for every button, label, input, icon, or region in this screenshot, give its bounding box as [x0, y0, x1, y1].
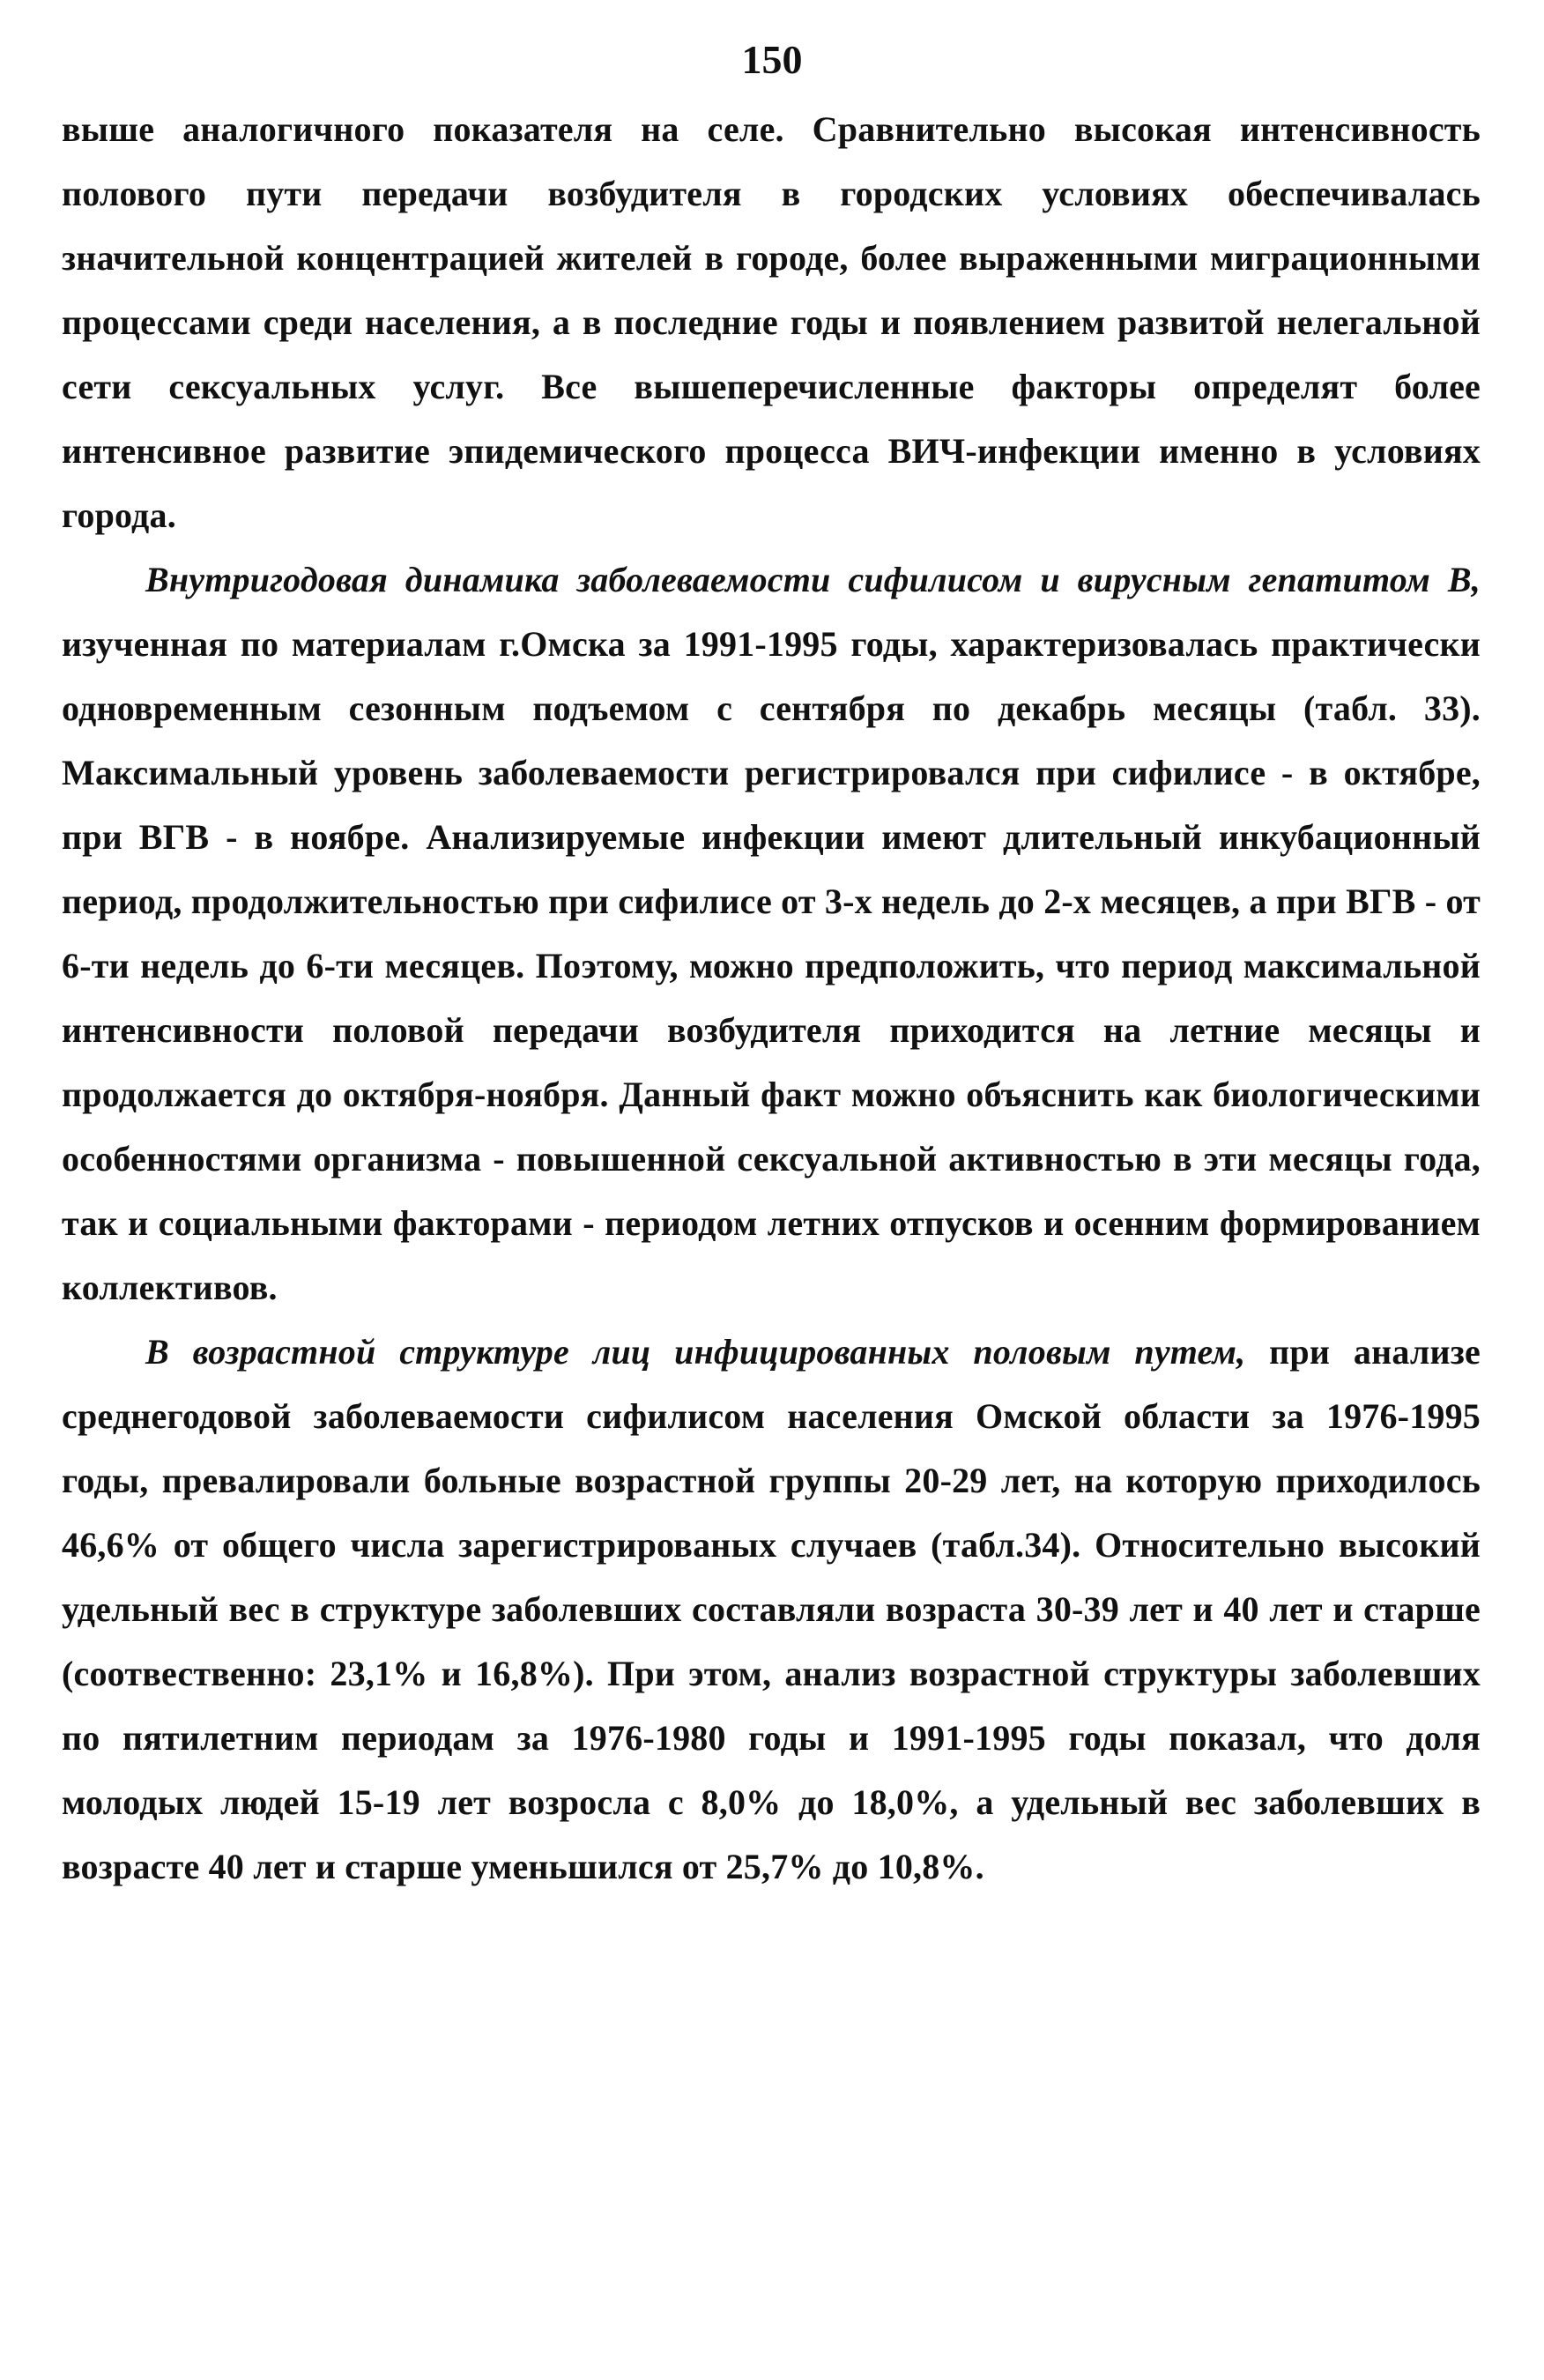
paragraph-text: изученная по материалам г.Омска за 1991-1995 годы, характеризовалась практически одновременным сезонным подъемом с сентября по декабрь месяцы (табл. 33). Максимальный уровень заболеваемости регистрировался при сифилисе - в октябре, при ВГВ - в ноябре. Анализируемые инфекции имеют длительный инкубационный период, продолжительностью при сифилисе от 3-х недель до 2-х месяцев, а при ВГВ - от 6-ти недель до 6-ти месяцев. Поэтому, можно предположить, что период максимальной интенсивности половой передачи возбудителя приходится на летние месяцы и продолжается до октября-ноября. Данный факт можно объяснить как биологическими особенностями организма - повышенной сексуальной активностью в эти месяцы года, так и социальными факторами - периодом летних отпусков и осенним формированием коллективов. — [62, 624, 1481, 1307]
paragraph-text: выше аналогичного показателя на селе. Сравнительно высокая интенсивность полового пути передачи возбудителя в городских условиях обеспечивалась значительной концентрацией жителей в городе, более выраженными миграционными процессами среди населения, а в последние годы и появлением развитой нелегальной сети сексуальных услуг. Все вышеперечисленные факторы определят более интенсивное развитие эпидемического процесса ВИЧ-инфекции именно в условиях города. — [62, 109, 1481, 535]
paragraph-text: при анализе среднегодовой заболеваемости сифилисом населения Омской области за 1976-1995 годы, превалировали больные возрастной группы 20-29 лет, на которую приходилось 46,6% от общего числа зарегистрированых случаев (табл.34). Относительно высокий удельный вес в структуре заболевших составляли возраста 30-39 лет и 40 лет и старше (соотвественно: 23,1% и 16,8%). При этом, анализ возрастной структуры заболевших по пятилетним периодам за 1976-1980 годы и 1991-1995 годы показал, что доля молодых людей 15-19 лет возросла с 8,0% до 18,0%, а удельный вес заболевших в возрасте 40 лет и старше уменьшился от 25,7% до 10,8%. — [62, 1332, 1481, 1886]
paragraph-seasonal-dynamics — [62, 547, 1481, 1320]
paragraph-italic-intro: Внутригодовая динамика заболеваемости сифилисом и вирусным гепатитом В, — [145, 560, 1481, 599]
paragraph-italic-intro: В возрастной структуре лиц инфицированных половым путем, — [145, 1332, 1246, 1372]
paragraph-age-structure — [62, 1320, 1481, 1899]
body-text — [62, 97, 1481, 1899]
page-number: 150 — [741, 37, 803, 82]
paragraph-hiv-urban — [62, 97, 1481, 547]
